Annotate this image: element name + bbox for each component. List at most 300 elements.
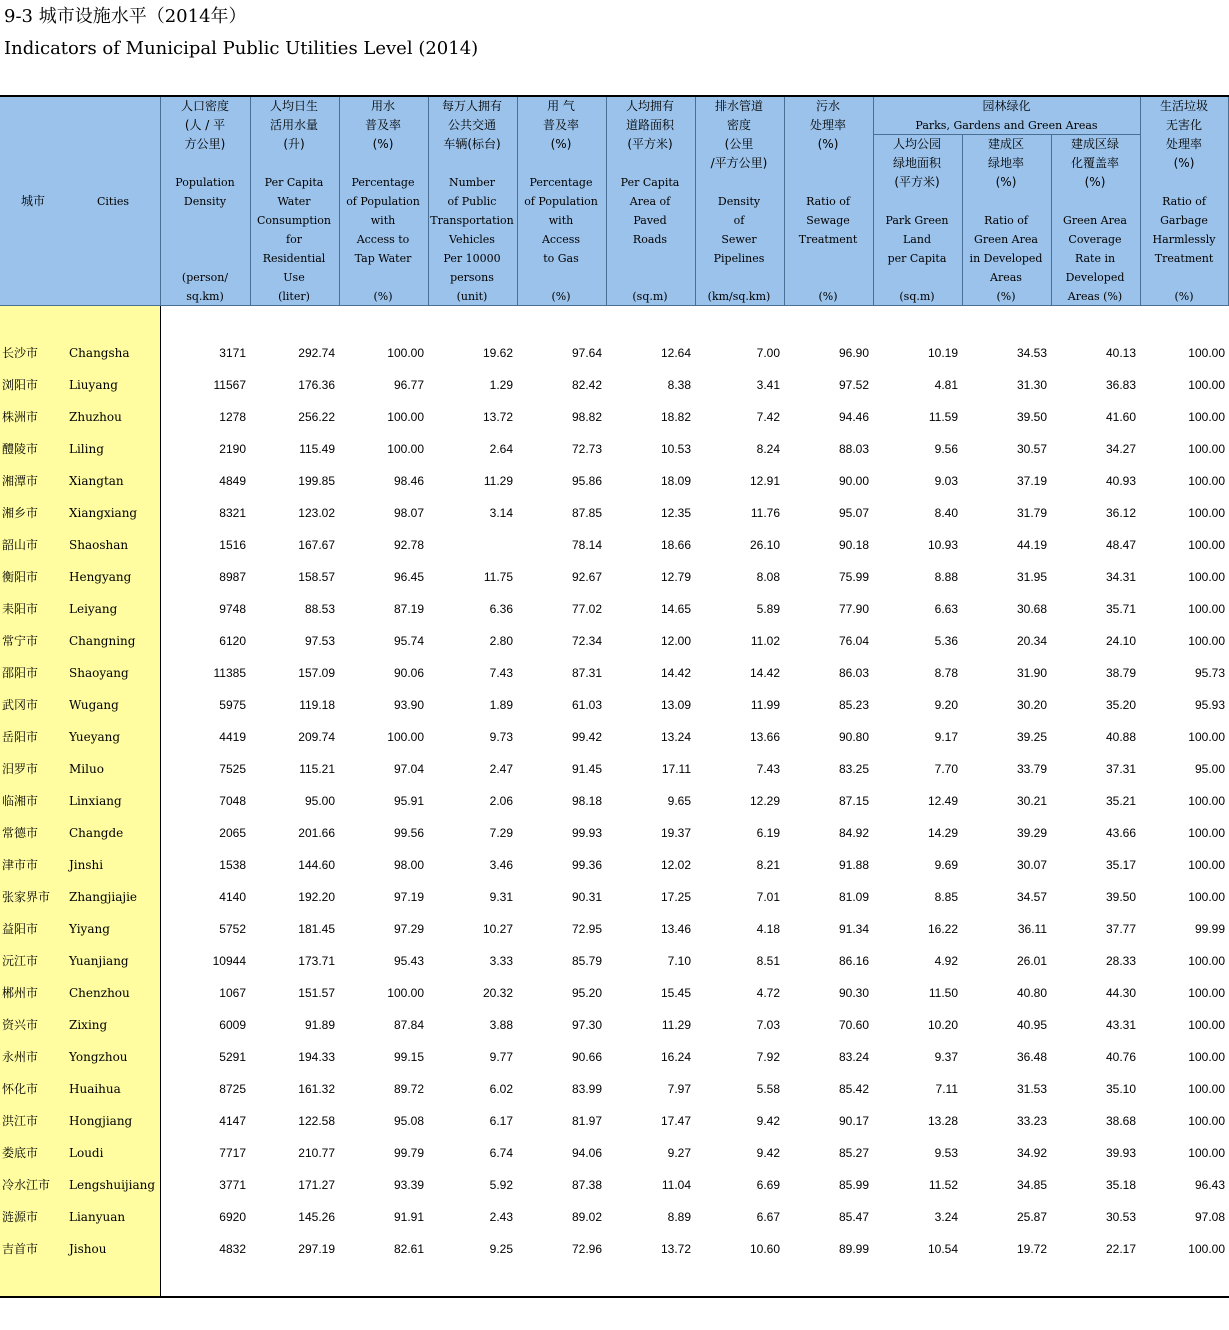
table-row — [0, 753, 1229, 785]
header-col-12 — [1140, 97, 1228, 306]
city-name-cn: 长沙市 — [2, 346, 39, 360]
city-name-cn: 耒阳市 — [2, 602, 39, 616]
table-cell-col-4: 6.74 — [489, 1146, 513, 1160]
table-cell-col-5: 61.03 — [571, 698, 602, 712]
table-cell-col-5: 91.45 — [571, 762, 602, 776]
table-cell-col-6: 17.47 — [660, 1114, 691, 1128]
header-col-6-en-line: Per Capita — [620, 176, 680, 189]
table-cell-col-6: 13.09 — [660, 698, 691, 712]
header-col-7-cn-line: /平方公里) — [710, 156, 768, 170]
table-cell-col-2: 158.57 — [298, 570, 335, 584]
table-cell-col-9: 10.20 — [927, 1018, 958, 1032]
header-col-10-en-line: Green Area — [974, 233, 1038, 246]
header-col-12-en-line: Treatment — [1154, 252, 1214, 265]
header-col-5 — [517, 97, 605, 306]
table-cell-col-6: 12.00 — [660, 634, 691, 648]
table-cell-col-7: 11.02 — [750, 634, 780, 648]
city-name-en: Liuyang — [69, 378, 118, 392]
city-name-en: Yiyang — [69, 922, 110, 936]
city-name-cn: 沅江市 — [2, 954, 39, 968]
table-cell-col-10: 33.23 — [1016, 1114, 1047, 1128]
table-cell-col-11: 28.33 — [1105, 954, 1136, 968]
table-cell-col-7: 8.21 — [756, 858, 780, 872]
header-col-11-en-line: Developed — [1065, 271, 1125, 284]
table-cell-col-9: 10.19 — [927, 346, 958, 360]
header-col-10-cn-line: (%) — [995, 175, 1017, 189]
header-col-8-unit: (%) — [818, 290, 838, 303]
table-cell-col-5: 99.42 — [571, 730, 602, 744]
table-cell-col-12: 100.00 — [1188, 858, 1225, 872]
header-spacer — [517, 268, 605, 287]
header-col-1-cn-line: (人 / 平 — [184, 118, 226, 132]
header-col-9-cn-line: 人均公园 — [892, 137, 941, 151]
table-cell-col-3: 99.15 — [393, 1050, 424, 1064]
header-city-en-text: Cities — [96, 195, 130, 208]
table-cell-col-4: 2.47 — [489, 762, 513, 776]
table-cell-col-7: 4.18 — [756, 922, 780, 936]
table-cell-col-1: 5752 — [219, 922, 246, 936]
table-row — [0, 369, 1229, 401]
table-cell-col-4: 3.46 — [489, 858, 513, 872]
city-name-cn: 冷水江市 — [2, 1178, 51, 1192]
table-cell-col-11: 34.27 — [1105, 442, 1136, 456]
table-cell-col-4: 3.88 — [489, 1018, 513, 1032]
header-col-8-cn-line: 处理率 — [809, 118, 846, 132]
table-cell-col-2: 115.49 — [299, 442, 335, 456]
table-row — [0, 529, 1229, 561]
table-cell-col-1: 5291 — [219, 1050, 246, 1064]
header-col-6 — [606, 97, 694, 306]
table-cell-col-1: 3171 — [219, 346, 246, 360]
table-row — [0, 977, 1229, 1009]
table-cell-col-1: 11567 — [213, 378, 246, 392]
table-cell-col-4: 3.14 — [489, 506, 513, 520]
table-row — [0, 721, 1229, 753]
table-cell-col-10: 44.19 — [1016, 538, 1047, 552]
header-col-9 — [873, 135, 961, 306]
table-cell-col-2: 292.74 — [298, 346, 335, 360]
table-row — [0, 625, 1229, 657]
table-cell-col-9: 12.49 — [927, 794, 958, 808]
table-row — [0, 433, 1229, 465]
table-cell-col-5: 72.96 — [571, 1242, 602, 1256]
table-cell-col-2: 123.02 — [298, 506, 335, 520]
header-col-9-en-line: Park Green — [885, 214, 949, 227]
table-cell-col-12: 100.00 — [1188, 506, 1225, 520]
table-row — [0, 497, 1229, 529]
table-cell-col-1: 4147 — [219, 1114, 246, 1128]
header-spacer — [161, 249, 249, 268]
header-col-5-unit: (%) — [551, 290, 571, 303]
table-cell-col-8: 76.04 — [838, 634, 869, 648]
header-col-6-cn-line: (平方米) — [627, 137, 673, 151]
table-cell-col-7: 11.76 — [750, 506, 780, 520]
header-col-12-cn-line: 处理率 — [1165, 137, 1202, 151]
header-col-6-cn-line: 道路面积 — [625, 118, 674, 132]
table-cell-col-10: 39.25 — [1016, 730, 1047, 744]
header-spacer — [606, 249, 694, 268]
table-cell-col-5: 89.02 — [571, 1210, 602, 1224]
table-cell-col-4: 3.33 — [489, 954, 513, 968]
table-cell-col-9: 8.88 — [934, 570, 958, 584]
header-col-9-unit: (sq.m) — [899, 290, 935, 303]
header-col-4-en-line: persons — [450, 271, 494, 284]
header-col-11-en-line: Coverage — [1068, 233, 1122, 246]
table-cell-col-11: 36.83 — [1105, 378, 1136, 392]
table-cell-col-3: 99.56 — [393, 826, 424, 840]
header-col-8-cn-line: (%) — [817, 137, 839, 151]
header-spacer — [428, 154, 516, 173]
table-cell-col-8: 85.42 — [838, 1082, 869, 1096]
city-name-en: Changde — [69, 826, 124, 840]
city-name-cn: 益阳市 — [2, 922, 39, 936]
table-cell-col-11: 39.50 — [1105, 890, 1136, 904]
table-row — [0, 785, 1229, 817]
table-cell-col-2: 161.32 — [298, 1082, 335, 1096]
table-cell-col-11: 38.68 — [1105, 1114, 1136, 1128]
header-col-11-en-line: Areas (%) — [1067, 290, 1123, 303]
table-cell-col-3: 100.00 — [387, 730, 424, 744]
table-cell-col-10: 30.20 — [1016, 698, 1047, 712]
table-cell-col-8: 90.30 — [838, 986, 869, 1000]
city-name-cn: 娄底市 — [2, 1146, 39, 1160]
header-col-9-en-line: Land — [903, 233, 931, 246]
header-col-4-en-line: Per 10000 — [443, 252, 501, 265]
table-cell-col-3: 100.00 — [387, 410, 424, 424]
table-cell-col-7: 9.42 — [756, 1146, 780, 1160]
table-cell-col-1: 4140 — [219, 890, 246, 904]
table-cell-col-4: 11.29 — [483, 474, 513, 488]
header-col-9-en-line: per Capita — [887, 252, 947, 265]
table-cell-col-10: 31.53 — [1016, 1082, 1047, 1096]
table-bottom-rule — [0, 1296, 1229, 1298]
table-cell-col-10: 40.80 — [1016, 986, 1047, 1000]
header-col-2-en-line: Use — [283, 271, 305, 284]
header-col-9-cn-line: 绿地面积 — [892, 156, 941, 170]
table-row — [0, 657, 1229, 689]
table-cell-col-10: 36.11 — [1017, 922, 1047, 936]
header-col-5-en-line: Access — [541, 233, 581, 246]
table-cell-col-10: 31.90 — [1016, 666, 1047, 680]
table-cell-col-11: 48.47 — [1105, 538, 1136, 552]
table-cell-col-2: 145.26 — [298, 1210, 335, 1224]
city-name-en: Yongzhou — [69, 1050, 128, 1064]
table-cell-col-8: 83.25 — [838, 762, 869, 776]
table-cell-col-6: 7.97 — [667, 1082, 691, 1096]
table-cell-col-6: 10.53 — [660, 442, 691, 456]
header-group-cn: 园林绿化 — [982, 99, 1031, 113]
table-cell-col-3: 95.74 — [393, 634, 424, 648]
table-row — [0, 465, 1229, 497]
header-col-8-en-line: Ratio of — [806, 195, 850, 208]
table-cell-col-4: 7.43 — [489, 666, 513, 680]
city-name-cn: 常宁市 — [2, 634, 39, 648]
city-name-cn: 涟源市 — [2, 1210, 39, 1224]
header-col-2-en-line: Per Capita — [264, 176, 324, 189]
header-col-12-cn-line: 生活垃圾 — [1159, 99, 1208, 113]
city-name-en: Wugang — [69, 698, 119, 712]
table-cell-col-5: 83.99 — [571, 1082, 602, 1096]
table-cell-col-2: 194.33 — [298, 1050, 335, 1064]
table-cell-col-12: 100.00 — [1188, 538, 1225, 552]
table-cell-col-8: 85.27 — [838, 1146, 869, 1160]
table-cell-col-4: 1.89 — [489, 698, 513, 712]
table-cell-col-4: 6.17 — [489, 1114, 513, 1128]
header-col-7-en-line: Pipelines — [713, 252, 765, 265]
table-cell-col-10: 30.07 — [1016, 858, 1047, 872]
header-col-2-en-line: Water — [277, 195, 311, 208]
header-col-10-en-line: in Developed — [969, 252, 1043, 265]
table-cell-col-7: 3.41 — [756, 378, 780, 392]
header-col-2-unit: (liter) — [278, 290, 310, 303]
table-cell-col-6: 14.65 — [660, 602, 691, 616]
table-cell-col-8: 90.18 — [838, 538, 869, 552]
table-cell-col-3: 100.00 — [387, 986, 424, 1000]
header-col-1 — [161, 97, 249, 306]
table-cell-col-8: 84.92 — [838, 826, 869, 840]
table-cell-col-6: 17.25 — [660, 890, 691, 904]
table-cell-col-9: 9.56 — [934, 442, 958, 456]
table-cell-col-9: 11.50 — [928, 986, 958, 1000]
table-cell-col-8: 81.09 — [838, 890, 869, 904]
table-cell-col-11: 35.17 — [1105, 858, 1136, 872]
header-col-6-en-line: Area of — [629, 195, 671, 208]
table-cell-col-6: 18.09 — [660, 474, 691, 488]
table-cell-col-9: 8.85 — [934, 890, 958, 904]
header-col-6-unit: (sq.m) — [632, 290, 668, 303]
header-city-en — [66, 192, 160, 211]
table-row — [0, 1201, 1229, 1233]
table-cell-col-11: 35.18 — [1105, 1178, 1136, 1192]
city-name-en: Zhuzhou — [69, 410, 122, 424]
header-col-12-cn-line: 无害化 — [1165, 118, 1202, 132]
city-name-en: Miluo — [69, 762, 104, 776]
table-cell-col-8: 91.34 — [838, 922, 869, 936]
table-cell-col-12: 100.00 — [1188, 474, 1225, 488]
table-cell-col-12: 100.00 — [1188, 826, 1225, 840]
table-cell-col-5: 99.93 — [571, 826, 602, 840]
header-col-11-cn-line: (%) — [1084, 175, 1106, 189]
table-cell-col-11: 40.13 — [1105, 346, 1136, 360]
table-cell-col-5: 94.06 — [571, 1146, 602, 1160]
table-cell-col-11: 22.17 — [1105, 1242, 1136, 1256]
table-cell-col-1: 1067 — [219, 986, 246, 1000]
header-col-5-en-line: to Gas — [543, 252, 579, 265]
table-row — [0, 1041, 1229, 1073]
table-cell-col-9: 9.69 — [934, 858, 958, 872]
city-name-en: Leiyang — [69, 602, 118, 616]
table-cell-col-1: 8321 — [219, 506, 246, 520]
table-cell-col-8: 89.99 — [838, 1242, 869, 1256]
table-cell-col-8: 75.99 — [838, 570, 869, 584]
header-col-4-cn-line: 车辆(标台) — [443, 137, 501, 151]
table-cell-col-11: 37.77 — [1105, 922, 1136, 936]
header-col-3-en-line: Percentage — [351, 176, 415, 189]
table-cell-col-2: 181.45 — [298, 922, 335, 936]
table-cell-col-4: 6.02 — [489, 1082, 513, 1096]
table-cell-col-3: 100.00 — [387, 442, 424, 456]
table-cell-col-12: 100.00 — [1188, 602, 1225, 616]
table-cell-col-1: 2065 — [219, 826, 246, 840]
header-col-4-en-line: Number — [449, 176, 495, 189]
header-col-7-cn-line: 密度 — [726, 118, 751, 132]
table-cell-col-2: 95.00 — [304, 794, 335, 808]
table-cell-col-10: 25.87 — [1016, 1210, 1047, 1224]
table-cell-col-5: 90.66 — [571, 1050, 602, 1064]
header-col-7-en-line: of — [733, 214, 745, 227]
table-cell-col-10: 31.95 — [1016, 570, 1047, 584]
header-col-3-cn-line: 普及率 — [364, 118, 401, 132]
city-name-en: Zixing — [69, 1018, 108, 1032]
city-name-en: Linxiang — [69, 794, 122, 808]
table-cell-col-9: 9.37 — [934, 1050, 958, 1064]
table-cell-col-7: 6.19 — [756, 826, 780, 840]
city-name-en: Huaihua — [69, 1082, 121, 1096]
table-cell-col-4: 9.25 — [489, 1242, 513, 1256]
header-col-4-cn-line: 公共交通 — [447, 118, 496, 132]
city-name-en: Xiangxiang — [69, 506, 138, 520]
table-cell-col-9: 16.22 — [927, 922, 958, 936]
table-cell-col-12: 95.93 — [1194, 698, 1225, 712]
header-spacer — [606, 268, 694, 287]
table-cell-col-9: 9.03 — [934, 474, 958, 488]
table-cell-col-2: 192.20 — [298, 890, 335, 904]
table-cell-col-10: 39.50 — [1016, 410, 1047, 424]
header-col-11 — [1051, 135, 1139, 306]
table-cell-col-6: 13.46 — [660, 922, 691, 936]
table-cell-col-9: 5.36 — [934, 634, 958, 648]
table-row — [0, 1169, 1229, 1201]
table-cell-col-7: 5.89 — [756, 602, 780, 616]
table-row — [0, 593, 1229, 625]
header-col-2-cn-line: (升) — [283, 137, 305, 151]
header-col-5-cn-line: (%) — [550, 137, 572, 151]
header-col-2-cn-line: 活用水量 — [269, 118, 318, 132]
header-col-12-en-line: Ratio of — [1162, 195, 1206, 208]
table-cell-col-1: 7525 — [219, 762, 246, 776]
table-cell-col-7: 4.72 — [756, 986, 780, 1000]
table-cell-col-9: 10.93 — [927, 538, 958, 552]
table-cell-col-3: 87.19 — [393, 602, 424, 616]
table-cell-col-3: 97.04 — [393, 762, 424, 776]
table-cell-col-2: 256.22 — [298, 410, 335, 424]
table-cell-col-8: 94.46 — [838, 410, 869, 424]
table-cell-col-1: 7048 — [219, 794, 246, 808]
table-cell-col-8: 85.23 — [838, 698, 869, 712]
header-col-12-en-line: Harmlessly — [1152, 233, 1216, 246]
table-cell-col-4: 2.80 — [489, 634, 513, 648]
table-cell-col-12: 100.00 — [1188, 1242, 1225, 1256]
table-cell-col-12: 100.00 — [1188, 890, 1225, 904]
table-cell-col-10: 30.68 — [1016, 602, 1047, 616]
header-spacer — [784, 173, 872, 192]
table-cell-col-1: 6920 — [219, 1210, 246, 1224]
table-cell-col-2: 119.18 — [299, 698, 335, 712]
table-cell-col-11: 35.20 — [1105, 698, 1136, 712]
table-cell-col-7: 6.69 — [756, 1178, 780, 1192]
header-spacer — [784, 249, 872, 268]
header-col-2-en-line: Residential — [262, 252, 326, 265]
table-cell-col-1: 1278 — [219, 410, 246, 424]
table-cell-col-5: 98.82 — [571, 410, 602, 424]
table-row — [0, 337, 1229, 369]
table-cell-col-8: 86.03 — [838, 666, 869, 680]
table-cell-col-6: 12.79 — [660, 570, 691, 584]
city-name-cn: 湘潭市 — [2, 474, 39, 488]
table-cell-col-11: 35.21 — [1105, 794, 1136, 808]
table-cell-col-12: 97.08 — [1194, 1210, 1225, 1224]
header-col-11-cn-line: 建成区绿 — [1070, 137, 1119, 151]
table-cell-col-8: 86.16 — [838, 954, 869, 968]
table-cell-col-8: 90.00 — [838, 474, 869, 488]
table-cell-col-11: 36.12 — [1105, 506, 1136, 520]
header-col-11-en-line: Rate in — [1074, 252, 1116, 265]
table-cell-col-12: 100.00 — [1188, 1050, 1225, 1064]
city-name-cn: 洪江市 — [2, 1114, 39, 1128]
table-cell-col-8: 83.24 — [838, 1050, 869, 1064]
city-name-cn: 吉首市 — [2, 1242, 39, 1256]
table-cell-col-6: 19.37 — [660, 826, 691, 840]
table-cell-col-4: 6.36 — [489, 602, 513, 616]
city-name-en: Shaoyang — [69, 666, 129, 680]
header-col-1-unit: (person/ — [181, 271, 229, 284]
page-title-chinese: 9-3 城市设施水平（2014年） — [4, 6, 247, 27]
table-cell-col-2: 199.85 — [298, 474, 335, 488]
table-cell-col-3: 96.45 — [393, 570, 424, 584]
table-cell-col-5: 85.79 — [571, 954, 602, 968]
table-cell-col-9: 8.78 — [934, 666, 958, 680]
table-cell-col-10: 30.21 — [1016, 794, 1047, 808]
header-col-3-unit: (%) — [373, 290, 393, 303]
header-col-2-en-line: for — [286, 233, 302, 246]
city-name-cn: 临湘市 — [2, 794, 39, 808]
table-cell-col-11: 40.93 — [1105, 474, 1136, 488]
table-cell-col-9: 4.81 — [934, 378, 958, 392]
table-cell-col-7: 14.42 — [749, 666, 780, 680]
table-cell-col-10: 20.34 — [1016, 634, 1047, 648]
table-cell-col-5: 97.30 — [571, 1018, 602, 1032]
header-col-8-cn-line: 污水 — [815, 99, 840, 113]
table-row — [0, 1105, 1229, 1137]
table-cell-col-9: 9.17 — [934, 730, 958, 744]
city-name-en: Jinshi — [69, 858, 104, 872]
header-col-4 — [428, 97, 516, 306]
table-row — [0, 881, 1229, 913]
table-cell-col-6: 13.24 — [660, 730, 691, 744]
table-cell-col-9: 4.92 — [934, 954, 958, 968]
table-cell-col-12: 100.00 — [1188, 730, 1225, 744]
table-cell-col-5: 92.67 — [571, 570, 602, 584]
table-cell-col-4: 9.77 — [489, 1050, 513, 1064]
table-cell-col-10: 34.57 — [1016, 890, 1047, 904]
table-cell-col-2: 171.27 — [298, 1178, 335, 1192]
table-cell-col-1: 4849 — [219, 474, 246, 488]
table-cell-col-4: 5.92 — [489, 1178, 513, 1192]
table-cell-col-7: 6.67 — [756, 1210, 780, 1224]
table-cell-col-2: 144.60 — [298, 858, 335, 872]
table-cell-col-5: 87.38 — [571, 1178, 602, 1192]
table-cell-col-8: 88.03 — [838, 442, 869, 456]
table-cell-col-11: 35.71 — [1105, 602, 1136, 616]
table-cell-col-6: 9.65 — [667, 794, 691, 808]
table-cell-col-12: 95.00 — [1194, 762, 1225, 776]
table-cell-col-11: 35.10 — [1105, 1082, 1136, 1096]
table-cell-col-2: 173.71 — [298, 954, 335, 968]
table-cell-col-2: 167.67 — [298, 538, 335, 552]
header-col-8-en-line: Treatment — [798, 233, 858, 246]
table-cell-col-5: 90.31 — [571, 890, 602, 904]
header-col-4-en-line: Vehicles — [449, 233, 495, 246]
